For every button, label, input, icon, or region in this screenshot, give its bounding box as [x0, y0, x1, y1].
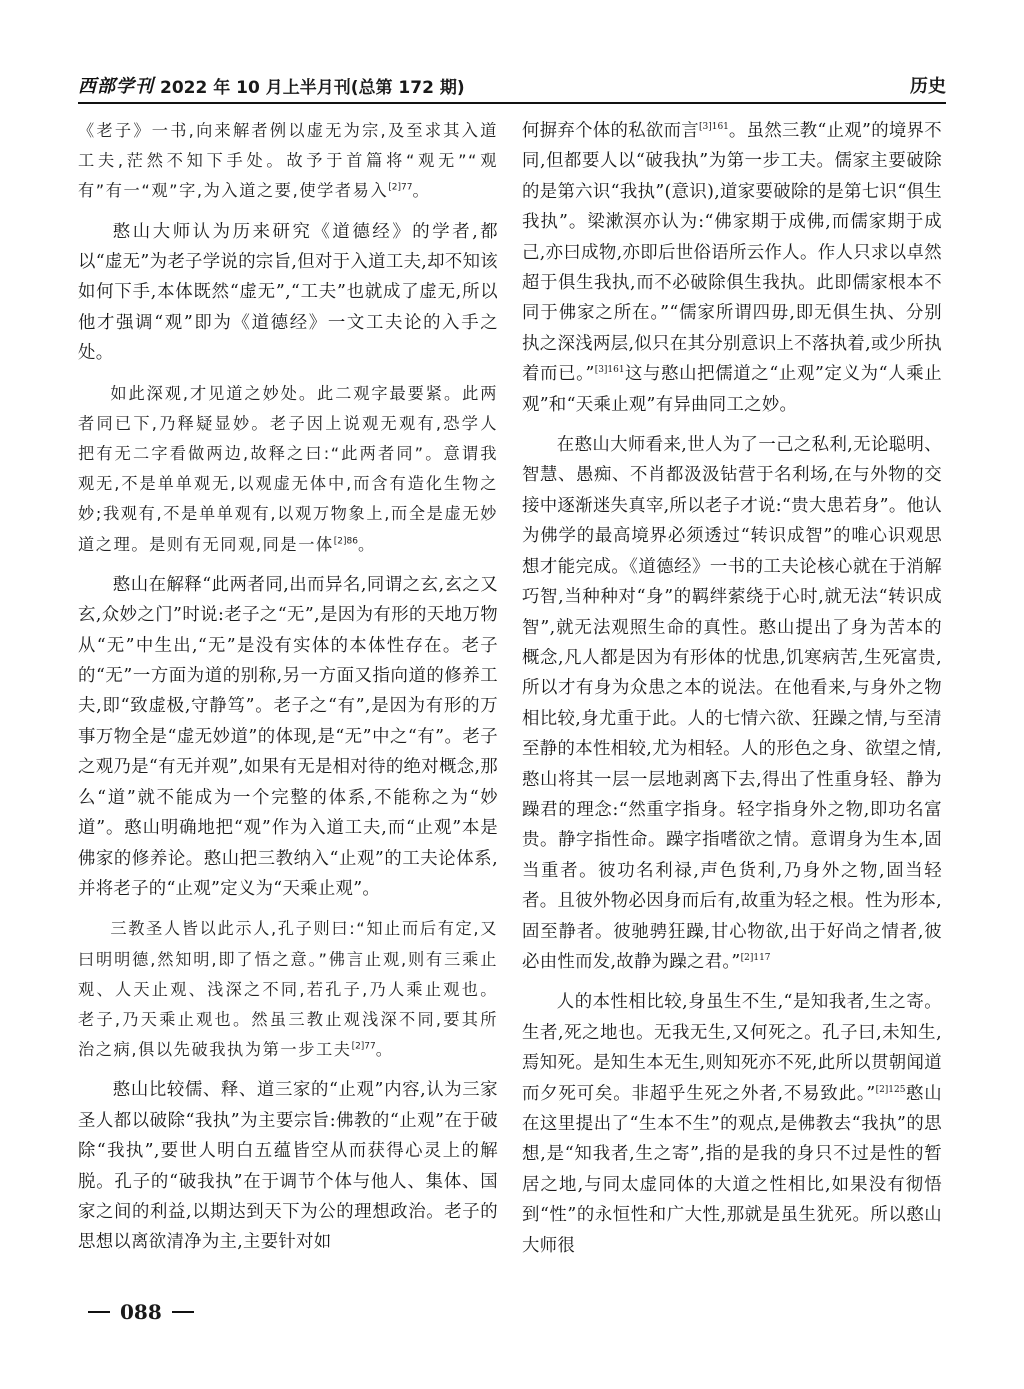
block-quote [78, 116, 498, 207]
text-run: 人的本性相比较,身虽生不生,“是知我者,生之寄。生者,死之地也。无我无生,又何死之。孔子曰,未知生,焉知死。是知生本无生,则知死亦不死,此所以贯朝闻道而夕死可矣。非超乎生死之外者,不易致此。” [522, 992, 942, 1104]
text-run: 。虽然三教“止观”的境界不同,但都要人以“破我执”为第一步工夫。儒家主要破除的是第六识“我执”(意识),道家要破除的是第七识“俱生我执”。梁漱溟亦认为:“佛家期于成佛,而儒家期于成己,亦曰成物,亦即后世俗语所云作人。作人只求以卓然超于俱生我执,而不必破除俱生我执。此即儒家根本不同于佛家之所在。”“儒家所谓四毋,即无俱生执、分别执之深浅两层,似只在其分别意识上不落执着,或少所执着而已。” [522, 121, 942, 385]
header-rule [78, 102, 946, 104]
footer-dash-right [172, 1311, 194, 1313]
text-run: 三教圣人皆以此示人,孔子则曰:“知止而后有定,又曰明明德,然知明,即了悟之意。”佛言止观,则有三乘止观、人天止观、浅深之不同,若孔子,乃人乘止观也。老子,乃天乘止观也。然虽三教止观浅深不同,要其所治之病,俱以先破我执为第一步工夫 [78, 919, 498, 1060]
text-run: 在憨山大师看来,世人为了一己之私利,无论聪明、智慧、愚痴、不肖都汲汲钻营于名利场,在与外物的交接中逐渐迷失真宰,所以老子才说:“贵大患若身”。他认为佛学的最高境界必须透过“转识成智”的唯心识观思想才能完成。《道德经》一书的工夫论核心就在于消解巧智,当种种对“身”的羁绊萦绕于心时,就无法“转识成智”,就无法观照生命的真性。憨山提出了身为苦本的概念,凡人都是因为有形体的忧患,饥寒病苦,生死富贵,所以才有身为众患之本的说法。在他看来,与身外之物相比较,身尤重于此。人的七情六欲、狂躁之情,与至清至静的本性相较,尤为相轻。人的形色之身、欲望之情,憨山将其一层一层地剥离下去,得出了性重身轻、静为躁君的理念:“然重字指身。轻字指身外之物,即功名富贵。静字指性命。躁字指嗜欲之情。意谓身为生本,固当重者。彼功名利禄,声色货利,乃身外之物,固当轻者。且彼外物必因身而后有,故重为轻之根。性为形本,固至静者。彼驰骋狂躁,甘心物欲,出于好尚之情者,彼必由性而发,故静为躁之君。” [522, 435, 942, 972]
body-paragraph [522, 430, 942, 977]
text-run: 憨山在解释“此两者同,出而异名,同谓之玄,玄之又玄,众妙之门”时说:老子之“无”,是因为有形的天地万物从“无”中生出,“无”是没有实体的本体性存在。老子的“无”一方面为道的别称,另一方面又指向道的修养工夫,即“致虚极,守静笃”。老子之“有”,是因为有形的万事万物全是“虚无妙道”的体现,是“无”中之“有”。老子之观乃是“有无并观”,如果有无是相对待的绝对概念,那么“道”就不能成为一个完整的体系,不能称之为“妙道”。憨山明确地把“观”作为入道工夫,而“止观”本是佛家的修养论。憨山把三教纳入“止观”的工夫论体系,并将老子的“止观”定义为“天乘止观”。 [78, 574, 498, 899]
left-column [78, 116, 498, 1268]
citation-ref: [2]77 [388, 183, 413, 194]
block-quote [78, 379, 498, 560]
citation-ref: [3]161 [698, 122, 729, 133]
page-header [78, 70, 946, 100]
text-run: 憨山大师认为历来研究《道德经》的学者,都以“虚无”为老子学说的宗旨,但对于入道工夫,却不知该如何下手,本体既然“虚无”,“工夫”也就成了虚无,所以他才强调“观”即为《道德经》一文工夫论的入手之处。 [78, 221, 498, 364]
text-run: 这与憨山把儒道之“止观”定义为“人乘止观”和“天乘止观”有异曲同工之妙。 [522, 364, 942, 415]
issue-info: 2022 年 10 月上半月刊(总第 172 期) [160, 77, 465, 98]
right-column [522, 116, 942, 1271]
page-footer [88, 1300, 194, 1324]
body-paragraph [78, 217, 498, 369]
citation-ref: [3]161 [594, 365, 625, 376]
text-run: 《老子》一书,向来解者例以虚无为宗,及至求其入道工夫,茫然不知下手处。故予于首篇将“观无”“观有”有一“观”字,为入道之要,使学者易入 [78, 121, 498, 201]
page-number: 088 [120, 1300, 162, 1324]
journal-logo: 西部学刊 [78, 76, 154, 97]
text-run: 何摒弃个体的私欲而言 [522, 121, 699, 141]
citation-ref: [2]125 [875, 1084, 906, 1095]
body-paragraph [78, 570, 498, 904]
block-quote [78, 914, 498, 1065]
body-paragraph [522, 116, 942, 420]
citation-ref: [2]117 [740, 953, 771, 964]
text-run: 。 [375, 1040, 394, 1060]
body-paragraph [522, 987, 942, 1261]
text-run: 。 [412, 181, 431, 201]
text-run: 。 [357, 534, 376, 554]
section-title: 历史 [910, 76, 946, 97]
body-paragraph [78, 1075, 498, 1257]
citation-ref: [2]86 [333, 536, 358, 547]
text-run: 憨山在这里提出了“生本不生”的观点,是佛教去“我执”的思想,是“知我者,生之寄”,指的是我的身只不过是性的暂居之地,与同太虚同体的大道之性相比,如果没有彻悟到“性”的永恒性和广大性,那就是虽生犹死。所以憨山大师很 [522, 1083, 942, 1256]
citation-ref: [2]77 [351, 1041, 376, 1052]
text-run: 如此深观,才见道之妙处。此二观字最要紧。此两者同已下,乃释疑显妙。老子因上说观无观有,恐学人把有无二字看做两边,故释之曰:“此两者同”。意谓我观无,不是单单观无,以观虚无体中,而含有造化生物之妙;我观有,不是单单观有,以观万物象上,而全是虚无妙道之理。是则有无同观,同是一体 [78, 383, 498, 554]
text-run: 憨山比较儒、释、道三家的“止观”内容,认为三家圣人都以破除“我执”为主要宗旨:佛教的“止观”在于破除“我执”,要世人明白五蕴皆空从而获得心灵上的解脱。孔子的“破我执”在于调节个体与他人、集体、国家之间的利益,以期达到天下为公的理想政治。老子的思想以离欲清净为主,主要针对如 [78, 1080, 498, 1253]
header-left [78, 72, 465, 98]
footer-dash-left [88, 1311, 110, 1313]
